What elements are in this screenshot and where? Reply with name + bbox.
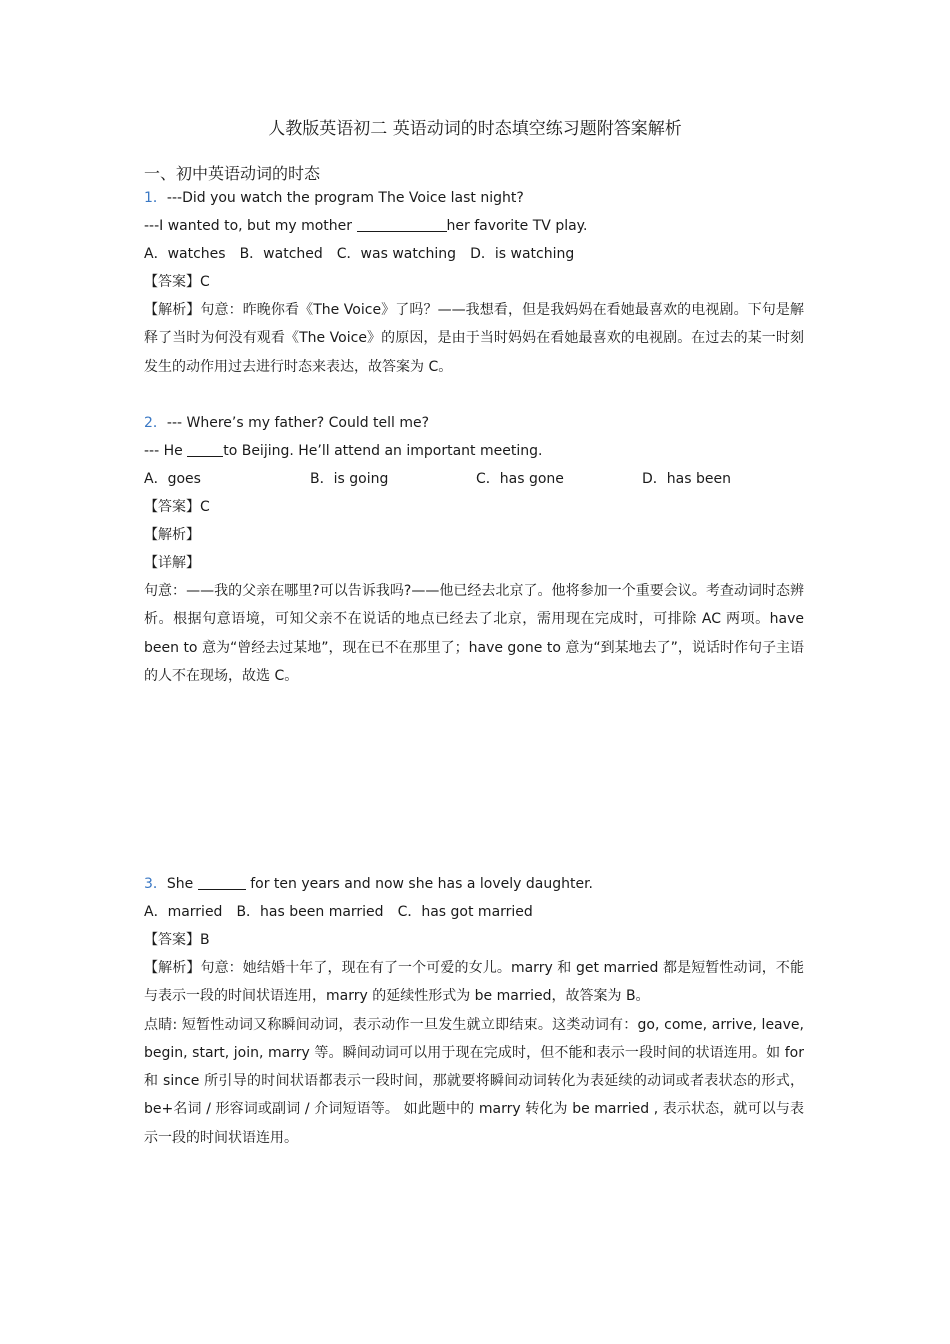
option-d: D．is watching [470,246,575,262]
option-a: A．watches [144,246,226,262]
option-b: B．is going [310,471,389,487]
analysis-paragraph: 【解析】句意：她结婚十年了，现在有了一个可爱的女儿。marry 和 get married 都是短暂性动词，不能与表示一段的时间状语连用，marry 的延续性形式为 be married，故答案为 B。 [144,960,804,1005]
question-number: 1． [144,190,167,206]
analysis-paragraph: 【解析】句意：昨晚你看《The Voice》了吗？——我想看，但是我妈妈在看她最喜欢的电视剧。下句是解释了当时为何没有观看《The Voice》的原因，是由于当时妈妈在看她最喜欢的电视剧。在过去的某一时刻发生的动作用过去进行时态来表达，故答案为 C。 [144,302,804,375]
option-b: B．has been married [236,904,384,920]
question-text: ---Did you watch the program The Voice last night? [166,190,524,206]
analysis-label: 【解析】 [144,527,200,543]
answer-blank [357,217,447,232]
question-text: --- Where’s my father? Could tell me? [166,415,430,431]
question-2-prompt [144,409,804,437]
question-1-reply [144,212,804,240]
answer-blank [198,875,246,890]
answer-line: 【答案】C [144,499,210,515]
reply-text-start: --- He [144,443,188,459]
question-1 [144,184,804,381]
question-number: 2． [144,415,167,431]
question-2 [144,409,804,690]
option-a: A．married [144,904,223,920]
question-text-end: for ten years and now she has a lovely daughter. [245,876,593,892]
reply-text-end: to Beijing. He’ll attend an important meeting. [223,443,543,459]
reply-text-end: her favorite TV play. [446,218,588,234]
detail-paragraph: 句意：——我的父亲在哪里?可以告诉我吗?——他已经去北京了。他将参加一个重要会议。考查动词时态辨析。根据句意语境，可知父亲不在说话的地点已经去了北京，需用现在完成时，可排除 AC 两项。have been to 意为“曾经去过某地”，现在已不在那里了；have gone to 意为“到某地去了”，说话时作句子主语的人不在现场，故选 C。 [144,583,804,684]
option-c: C．was watching [336,246,457,262]
note-paragraph: 点睛: 短暂性动词又称瞬间动词，表示动作一旦发生就立即结束。这类动词有：go, come, arrive, leave, begin, start, join, marry 等。瞬间动词可以用于现在完成时，但不能和表示一段时间的状语连用。如 for 和 since 所引导的时间状语都表示一段时间，那就要将瞬间动词转化为表延续的动词或者表状态的形式，be+名词 / 形容词或副词 / 介词短语等。 如此题中的 marry 转化为 be married , 表示状态，就可以与表示一段的时间状语连用。 [144,1016,804,1146]
reply-text-start: ---I wanted to, but my mother [144,218,357,234]
answer-line: 【答案】B [144,932,210,948]
detail-label: 【详解】 [144,555,200,571]
question-number: 3． [144,876,167,892]
question-3-options [144,898,804,926]
answer-line: 【答案】C [144,274,210,290]
section-heading: 一、初中英语动词的时态 [144,164,321,183]
question-1-prompt [144,184,804,212]
option-c: C．has got married [397,904,533,920]
option-a: A．goes [144,471,201,487]
question-1-options [144,240,804,268]
option-b: B．watched [239,246,323,262]
question-2-options [144,465,804,493]
question-3 [144,870,804,1152]
question-3-prompt [144,870,804,898]
option-c: C．has gone [476,471,564,487]
document-title: 人教版英语初二 英语动词的时态填空练习题附答案解析 [268,119,682,139]
question-text-start: She [166,876,198,892]
question-2-reply [144,437,804,465]
answer-blank [187,442,223,457]
option-d: D．has been [642,471,731,487]
